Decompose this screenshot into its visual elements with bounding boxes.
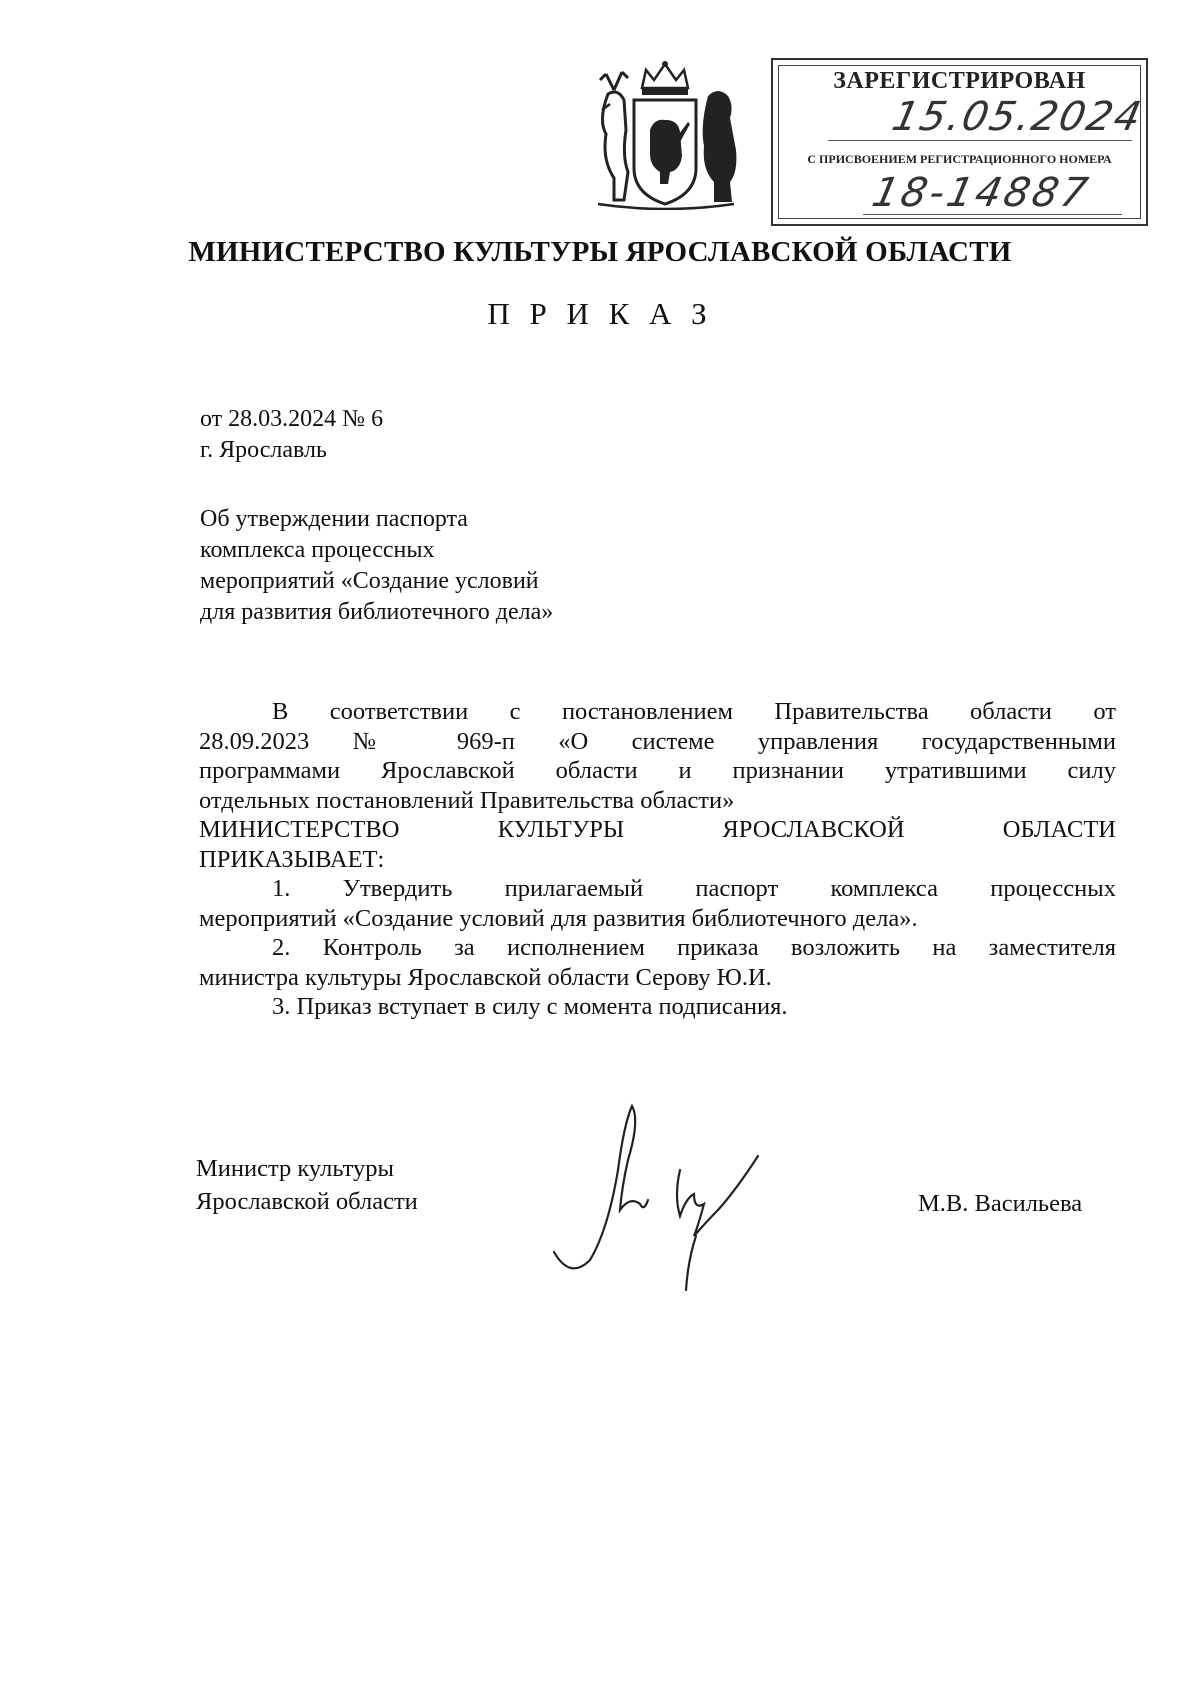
document-meta — [200, 404, 383, 466]
position-line: Ярославской области — [196, 1188, 418, 1215]
signatory-name: М.В. Васильева — [918, 1190, 1083, 1217]
city: г. Ярославль — [200, 437, 327, 463]
coat-of-arms-icon — [584, 60, 746, 210]
subject-line: комплекса процессных — [200, 537, 435, 563]
item-line: 1. Утвердить прилагаемый паспорт комплекса процессных — [272, 875, 1116, 902]
subject-line: Об утверждении паспорта — [200, 506, 468, 532]
handwritten-signature-icon — [548, 1100, 788, 1300]
position-line: Министр культуры — [196, 1155, 394, 1182]
preamble-line: В соответствии с постановлением Правительства области от — [272, 698, 1116, 725]
preamble-line: 28.09.2023 № 969-п «О системе управления государственными — [199, 727, 1116, 755]
registration-stamp — [771, 58, 1148, 226]
preamble-line: отдельных постановлений Правительства области» — [199, 786, 735, 814]
stamp-title: ЗАРЕГИСТРИРОВАН — [833, 68, 1086, 94]
date-number: от 28.03.2024 № 6 — [200, 406, 384, 432]
stamp-divider — [863, 214, 1122, 215]
item-line: министра культуры Ярославской области Серову Ю.И. — [199, 963, 772, 991]
decree-line: МИНИСТЕРСТВО КУЛЬТУРЫ ЯРОСЛАВСКОЙ ОБЛАСТИ — [199, 816, 1116, 843]
item-line: мероприятий «Создание условий для развития библиотечного дела». — [199, 904, 918, 932]
preamble-line: программами Ярославской области и признании утратившими силу — [199, 757, 1116, 784]
signatory-position — [196, 1152, 418, 1218]
stamp-divider — [828, 140, 1132, 141]
stamp-subtitle: С ПРИСВОЕНИЕМ РЕГИСТРАЦИОННОГО НОМЕРА — [807, 152, 1112, 166]
decree-line: ПРИКАЗЫВАЕТ: — [199, 845, 385, 873]
document-body — [199, 697, 1116, 1022]
subject-line: для развития библиотечного дела» — [200, 599, 554, 625]
subject-line: мероприятий «Создание условий — [200, 568, 539, 594]
stamp-date: 15.05.2024 — [888, 94, 1147, 140]
document-type: П Р И К А З — [487, 296, 713, 331]
item-line: 2. Контроль за исполнением приказа возложить на заместителя — [272, 934, 1116, 961]
document-subject — [200, 504, 553, 628]
item-line: 3. Приказ вступает в силу с момента подписания. — [272, 993, 788, 1020]
ministry-name: МИНИСТЕРСТВО КУЛЬТУРЫ ЯРОСЛАВСКОЙ ОБЛАСТИ — [188, 236, 1012, 268]
stamp-registration-number: 18-14887 — [868, 170, 1095, 216]
